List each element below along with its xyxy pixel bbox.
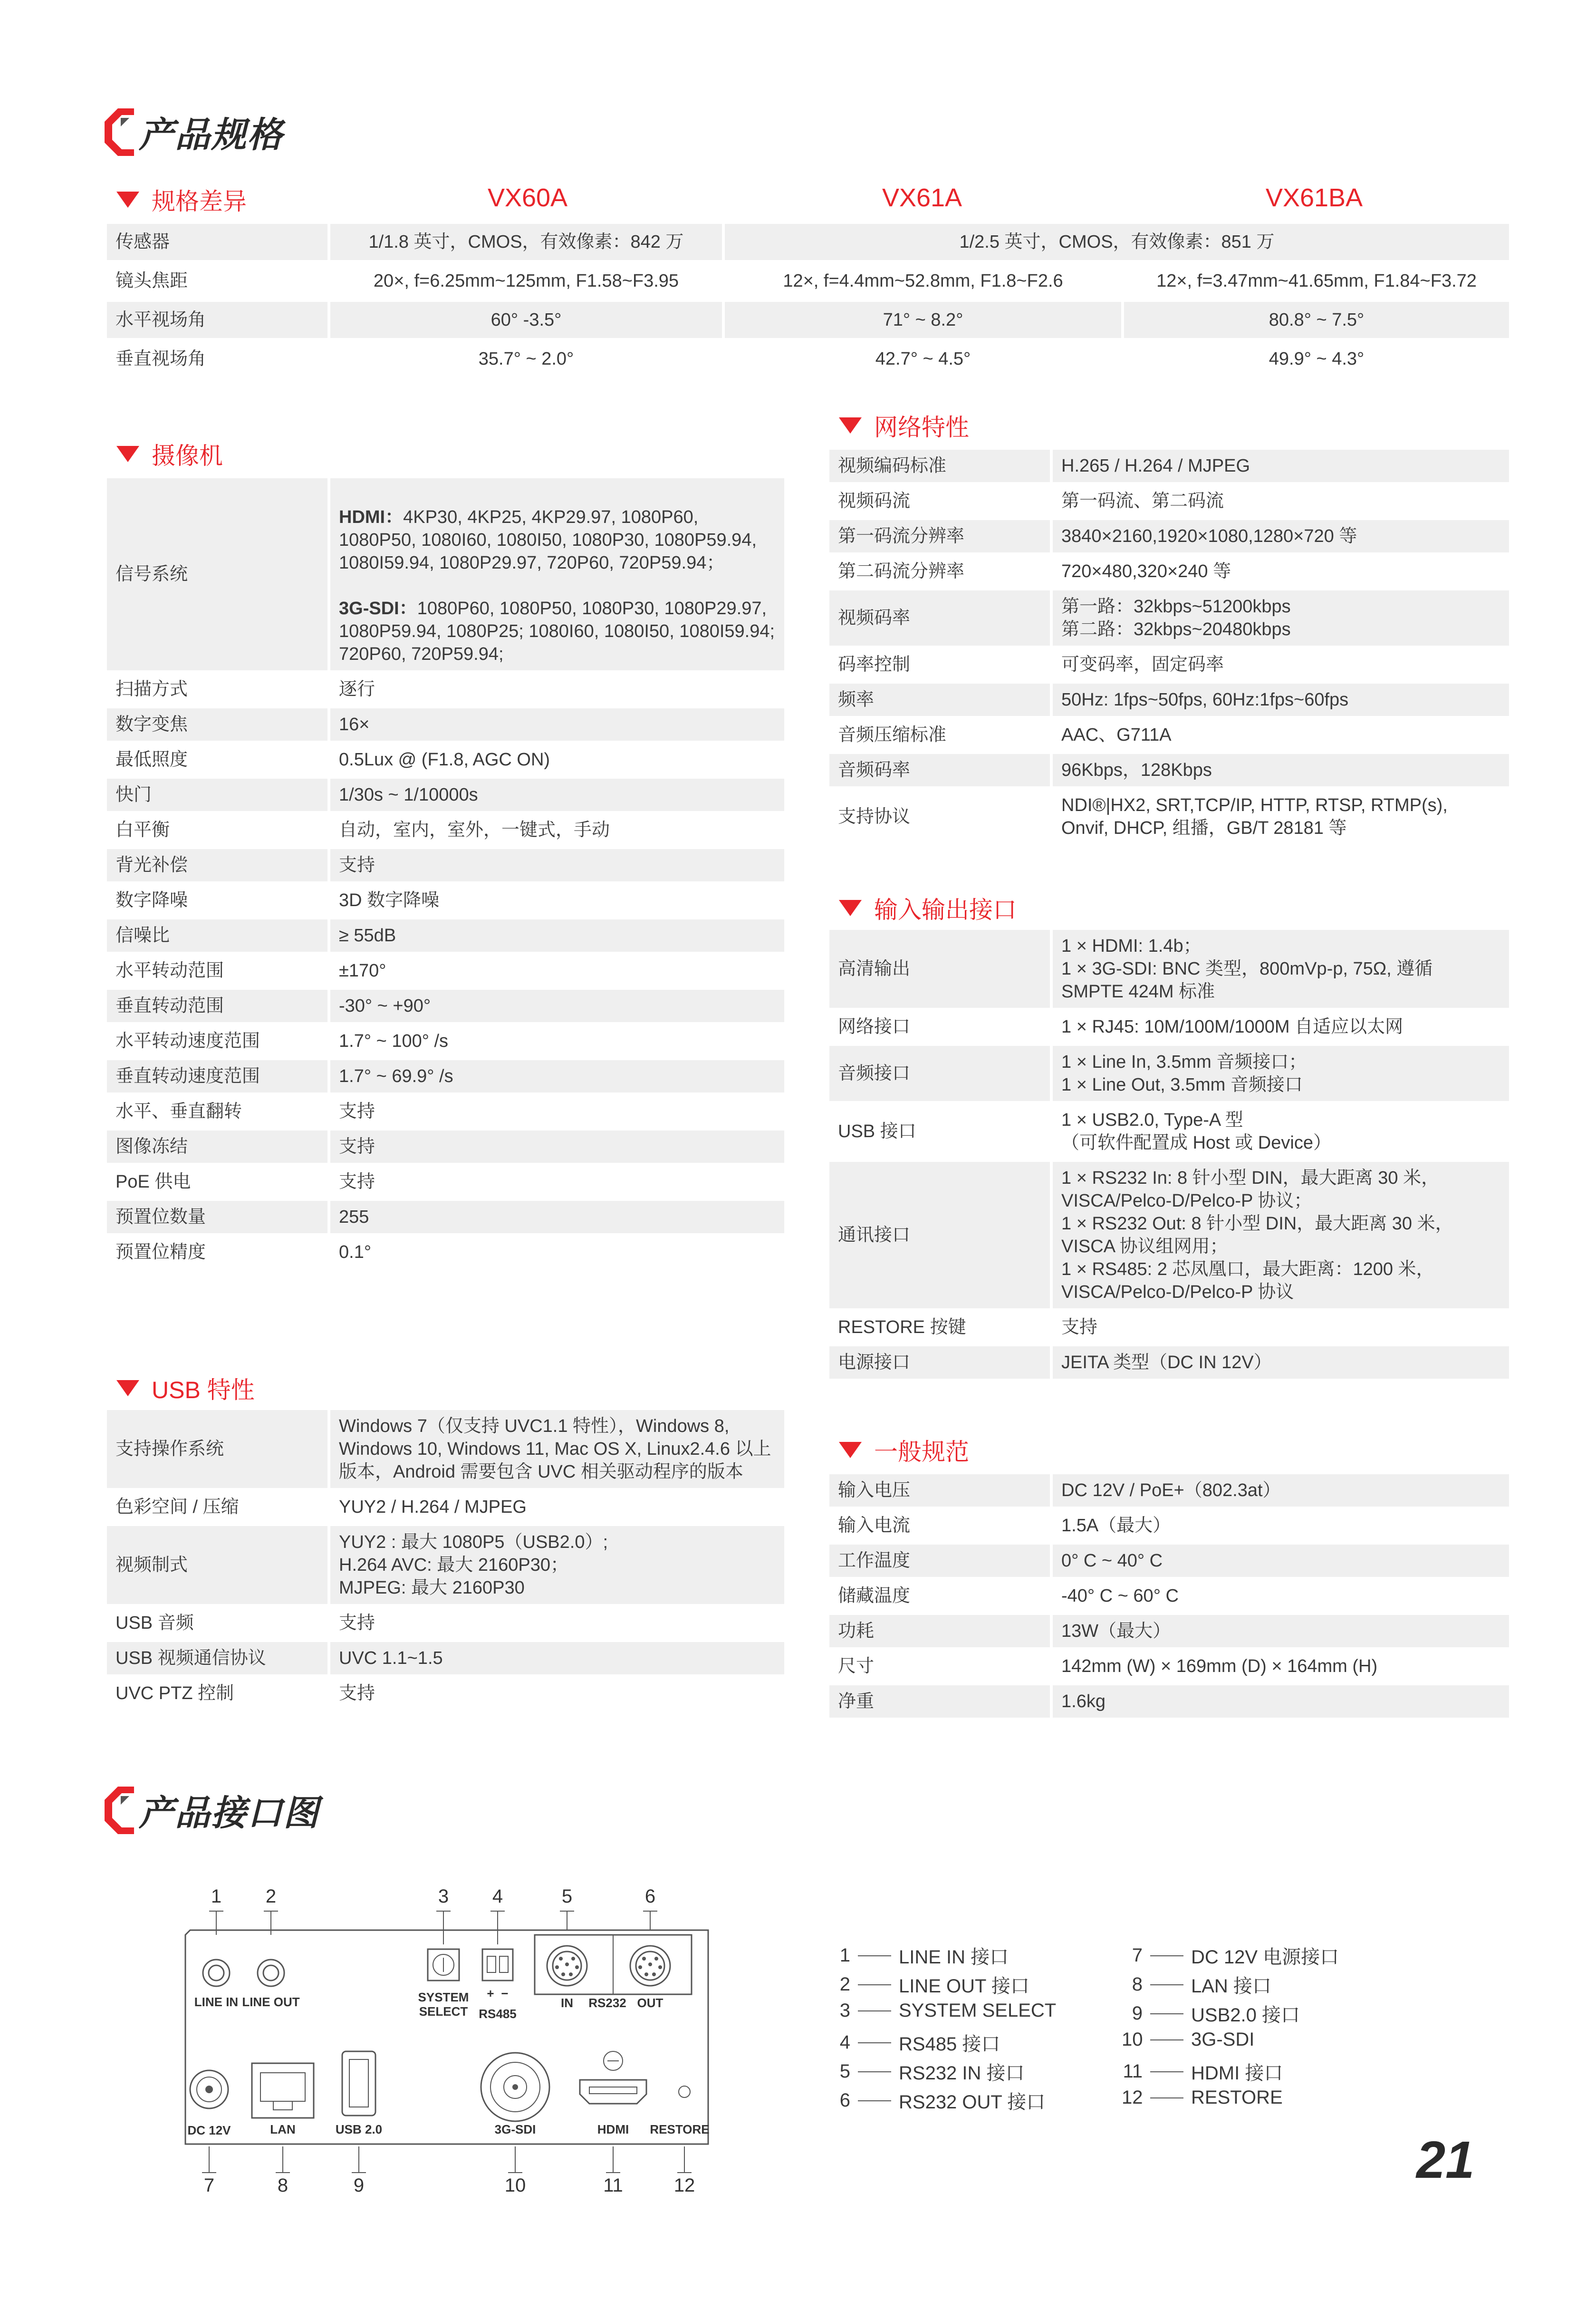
table-row — [829, 1650, 1509, 1682]
table-row — [107, 955, 784, 987]
label-line-in: LINE IN — [194, 1995, 239, 2009]
table-row — [107, 884, 784, 917]
cell-value: 12×, f=4.4mm~52.8mm, F1.8~F2.6 — [725, 263, 1124, 299]
io-section-title: 输入输出接口 — [874, 897, 1017, 923]
row-value: 1 × Line In, 3.5mm 音频接口； 1 × Line Out, 3.5mm 音频接口 — [1053, 1046, 1509, 1101]
triangle-marker-icon — [839, 1442, 862, 1458]
legend-leader-line — [858, 2071, 891, 2072]
network-table — [829, 447, 1509, 847]
row-label: 功耗 — [829, 1615, 1053, 1647]
legend-leader-line — [858, 1955, 891, 1956]
legend-number: 6 — [839, 2090, 850, 2111]
callout-9: 9 — [353, 2175, 365, 2196]
row-value: 支持 — [330, 1677, 784, 1710]
row-value: ≥ 55dB — [330, 919, 784, 952]
legend-number: 11 — [1123, 2061, 1143, 2082]
legend-leader-line — [858, 2100, 891, 2101]
legend-item — [1122, 1971, 1271, 1998]
row-value: 1 × RS232 In: 8 针小型 DIN，最大距离 30 米， VISCA/Pelco-D/Pelco-P 协议； 1 × RS232 Out: 8 针小型 DIN，最大距离 30 米， VISCA 协议组网用； 1 × RS485: 2 芯凤凰口，最大距离：1200 米， VISCA/Pelco-D/Pelco-P 协议 — [1053, 1162, 1509, 1308]
label-usb: USB 2.0 — [335, 2122, 383, 2136]
row-label: 电源接口 — [829, 1346, 1053, 1379]
table-row — [107, 708, 784, 741]
row-value: JEITA 类型（DC IN 12V） — [1053, 1346, 1509, 1379]
row-value: 1.5A（最大） — [1053, 1509, 1509, 1542]
row-label: 白平衡 — [107, 814, 330, 846]
row-value: 142mm (W) × 169mm (D) × 164mm (H) — [1053, 1650, 1509, 1682]
cell-value: 71° ~ 8.2° — [725, 302, 1124, 338]
row-label: 高清输出 — [829, 930, 1053, 1008]
row-label: 垂直转动范围 — [107, 990, 330, 1022]
legend-item — [1122, 2058, 1283, 2085]
row-value: YUY2 : 最大 1080P5（USB2.0）; H.264 AVC: 最大 2160P30； MJPEG: 最大 2160P30 — [330, 1526, 784, 1604]
label-line-out: LINE OUT — [242, 1995, 300, 2009]
legend-leader-line — [1150, 1984, 1183, 1985]
legend-text: RS232 OUT 接口 — [899, 2092, 1046, 2113]
row-label: 镜头焦距 — [107, 263, 330, 299]
row-label: UVC PTZ 控制 — [107, 1677, 330, 1710]
row-label: 水平转动速度范围 — [107, 1025, 330, 1057]
label-rs232: RS232 — [588, 1996, 626, 2010]
legend-item — [1122, 1942, 1339, 1969]
row-value: 支持 — [330, 1607, 784, 1639]
row-label: 尺寸 — [829, 1650, 1053, 1682]
row-label: PoE 供电 — [107, 1166, 330, 1198]
row-label: 背光补偿 — [107, 849, 330, 881]
table-row — [829, 1545, 1509, 1577]
signal-system-value — [330, 478, 784, 670]
row-label: 视频制式 — [107, 1526, 330, 1604]
label-dc12v: DC 12V — [187, 2123, 231, 2137]
row-label: 输入电压 — [829, 1474, 1053, 1507]
page-number: 21 — [1416, 2131, 1475, 2189]
callout-7: 7 — [203, 2175, 215, 2196]
network-section-heading — [839, 409, 969, 442]
row-label: 频率 — [829, 684, 1053, 716]
row-label: 水平视场角 — [107, 302, 330, 338]
legend-text: USB2.0 接口 — [1191, 2005, 1300, 2026]
table-row — [829, 1162, 1509, 1308]
callout-3: 3 — [438, 1886, 449, 1907]
table-row — [829, 1011, 1509, 1043]
table-row — [829, 485, 1509, 517]
usb-section-heading — [116, 1372, 255, 1405]
legend-number: 10 — [1122, 2029, 1143, 2050]
callout-4: 4 — [492, 1886, 503, 1907]
row-value: 支持 — [330, 849, 784, 881]
legend-leader-line — [1150, 2071, 1183, 2072]
callout-8: 8 — [277, 2175, 288, 2196]
table-row — [107, 1236, 784, 1268]
row-label: 传感器 — [107, 224, 330, 260]
label-minus: − — [501, 1986, 509, 2000]
legend-item — [1122, 2029, 1254, 2050]
cell-value: 80.8° ~ 7.5° — [1124, 302, 1509, 338]
table-row — [107, 302, 1509, 338]
label-hdmi: HDMI — [597, 2122, 629, 2136]
row-value: 1 × USB2.0, Type-A 型 （可软件配置成 Host 或 Device） — [1053, 1104, 1509, 1159]
table-row — [107, 1410, 784, 1488]
row-value: 支持 — [330, 1131, 784, 1163]
interfaces-heading-text: 产品接口图 — [139, 1793, 319, 1833]
table-row — [107, 341, 1509, 377]
triangle-marker-icon — [839, 900, 862, 916]
row-label: 音频接口 — [829, 1046, 1053, 1101]
row-label: 输入电流 — [829, 1509, 1053, 1542]
io-section-heading — [839, 891, 1017, 925]
table-row — [829, 520, 1509, 552]
table-row — [107, 478, 784, 670]
row-value: 可变码率，固定码率 — [1053, 648, 1509, 681]
legend-text: SYSTEM SELECT — [899, 2000, 1057, 2021]
legend-text: LINE IN 接口 — [899, 1947, 1009, 1968]
model-header-vx61ba: VX61BA — [1265, 184, 1363, 212]
legend-number: 8 — [1132, 1974, 1143, 1995]
general-section-heading — [839, 1433, 969, 1467]
label-restore: RESTORE — [650, 2122, 710, 2136]
row-value: 16× — [330, 708, 784, 741]
table-row — [107, 1131, 784, 1163]
row-label: 水平、垂直翻转 — [107, 1095, 330, 1128]
io-table — [829, 927, 1509, 1382]
row-label: 音频码率 — [829, 754, 1053, 786]
row-label: USB 接口 — [829, 1104, 1053, 1159]
row-value: 0.5Lux @ (F1.8, AGC ON) — [330, 744, 784, 776]
table-row — [107, 1201, 784, 1233]
legend-item — [829, 2000, 1056, 2021]
callout-5: 5 — [561, 1886, 573, 1907]
legend-text: RESTORE — [1191, 2087, 1283, 2108]
camera-table — [107, 475, 784, 1271]
rear-panel-diagram — [100, 1883, 718, 2225]
row-value: 支持 — [330, 1095, 784, 1128]
row-label: 视频码流 — [829, 485, 1053, 517]
diff-section-heading — [116, 183, 247, 216]
brand-logo-icon — [105, 108, 134, 156]
table-row — [829, 1046, 1509, 1101]
row-value: YUY2 / H.264 / MJPEG — [330, 1491, 784, 1523]
legend-item — [829, 2029, 1000, 2056]
port-legend — [829, 1942, 1447, 2127]
table-row — [107, 673, 784, 705]
row-value: 50Hz: 1fps~50fps, 60Hz:1fps~60fps — [1053, 684, 1509, 716]
label-system: SYSTEM — [418, 1990, 469, 2004]
callout-2: 2 — [265, 1886, 277, 1907]
table-row — [107, 263, 1509, 299]
hdmi-formats: 4KP30, 4KP25, 4KP29.97, 1080P60, 1080P50, 1080I60, 1080I50, 1080P30, 1080P59.94, 1080I59.94, 1080P29.97, 720P60, 720P59.94； — [339, 507, 757, 573]
triangle-marker-icon — [839, 417, 862, 434]
table-row — [107, 849, 784, 881]
row-value: 3840×2160,1920×1080,1280×720 等 — [1053, 520, 1509, 552]
table-row — [107, 744, 784, 776]
diff-section-title: 规格差异 — [152, 188, 247, 215]
table-row — [107, 1060, 784, 1092]
table-row — [829, 1104, 1509, 1159]
row-label: 色彩空间 / 压缩 — [107, 1491, 330, 1523]
sdi-prefix: 3G-SDI： — [339, 599, 417, 618]
interfaces-heading — [105, 1785, 319, 1836]
label-rs485: RS485 — [479, 2007, 517, 2021]
legend-text: LINE OUT 接口 — [899, 1976, 1029, 1997]
camera-section-heading — [116, 437, 223, 471]
row-label: 垂直转动速度范围 — [107, 1060, 330, 1092]
cell-value: 35.7° ~ 2.0° — [330, 341, 725, 377]
table-row — [107, 919, 784, 952]
row-value: 1 × HDMI: 1.4b； 1 × 3G-SDI: BNC 类型，800mVp-p, 75Ω, 遵循 SMPTE 424M 标准 — [1053, 930, 1509, 1008]
legend-number: 3 — [839, 2000, 850, 2021]
row-label: 垂直视场角 — [107, 341, 330, 377]
row-label: 支持操作系统 — [107, 1410, 330, 1488]
table-row — [829, 590, 1509, 646]
table-row — [829, 1311, 1509, 1343]
legend-leader-line — [1150, 2039, 1183, 2040]
legend-item — [829, 1971, 1029, 1998]
row-label: 扫描方式 — [107, 673, 330, 705]
table-row — [829, 1580, 1509, 1612]
row-label: 净重 — [829, 1685, 1053, 1718]
row-value: DC 12V / PoE+（802.3at） — [1053, 1474, 1509, 1507]
cell-value: 49.9° ~ 4.3° — [1124, 341, 1509, 377]
row-label: 快门 — [107, 779, 330, 811]
legend-item — [829, 2087, 1045, 2114]
row-label: 信噪比 — [107, 919, 330, 952]
legend-number: 12 — [1122, 2087, 1143, 2108]
legend-text: RS232 IN 接口 — [899, 2063, 1025, 2084]
row-label: 水平转动范围 — [107, 955, 330, 987]
table-row — [107, 1526, 784, 1604]
cell-value: 60° -3.5° — [330, 302, 725, 338]
triangle-marker-icon — [116, 192, 139, 208]
row-label: 视频编码标准 — [829, 450, 1053, 482]
row-value: 第一路：32kbps~51200kbps 第二路：32kbps~20480kbps — [1053, 590, 1509, 646]
legend-text: HDMI 接口 — [1191, 2063, 1283, 2084]
legend-item — [829, 1942, 1009, 1969]
callout-10: 10 — [504, 2175, 526, 2196]
row-value: 0.1° — [330, 1236, 784, 1268]
table-row — [107, 814, 784, 846]
row-label: 信号系统 — [107, 478, 330, 670]
row-value: UVC 1.1~1.5 — [330, 1642, 784, 1674]
table-row — [829, 1474, 1509, 1507]
legend-item — [1122, 2000, 1300, 2027]
table-row — [829, 1615, 1509, 1647]
triangle-marker-icon — [116, 446, 139, 462]
row-value: 1.6kg — [1053, 1685, 1509, 1718]
row-label: RESTORE 按键 — [829, 1311, 1053, 1343]
row-value: -30° ~ +90° — [330, 990, 784, 1022]
row-value: 自动，室内，室外，一键式，手动 — [330, 814, 784, 846]
legend-leader-line — [858, 2042, 891, 2043]
callout-11: 11 — [603, 2175, 623, 2196]
specs-heading-text: 产品规格 — [139, 115, 283, 155]
row-value: H.265 / H.264 / MJPEG — [1053, 450, 1509, 482]
general-section-title: 一般规范 — [874, 1439, 969, 1465]
row-value: NDI®|HX2, SRT,TCP/IP, HTTP, RTSP, RTMP(s), Onvif, DHCP, 组播，GB/T 28181 等 — [1053, 789, 1509, 844]
row-value: 255 — [330, 1201, 784, 1233]
table-row — [107, 1166, 784, 1198]
table-row — [107, 1677, 784, 1710]
table-row — [829, 789, 1509, 844]
row-label: 预置位数量 — [107, 1201, 330, 1233]
label-plus: + — [487, 1986, 494, 2000]
callout-1: 1 — [211, 1886, 222, 1907]
row-label: 最低照度 — [107, 744, 330, 776]
row-label: 预置位精度 — [107, 1236, 330, 1268]
legend-text: RS485 接口 — [899, 2034, 1000, 2055]
table-row — [107, 1025, 784, 1057]
table-row — [829, 754, 1509, 786]
callout-12: 12 — [673, 2175, 695, 2196]
row-value: 1/30s ~ 1/10000s — [330, 779, 784, 811]
cell-value: 1/2.5 英寸，CMOS，有效像素：851 万 — [725, 224, 1509, 260]
legend-number: 2 — [839, 1974, 850, 1995]
network-section-title: 网络特性 — [874, 414, 969, 441]
row-value: 13W（最大） — [1053, 1615, 1509, 1647]
row-label: 码率控制 — [829, 648, 1053, 681]
row-label: 网络接口 — [829, 1011, 1053, 1043]
specs-heading — [105, 107, 283, 157]
row-value: 720×480,320×240 等 — [1053, 555, 1509, 588]
table-row — [829, 555, 1509, 588]
usb-section-title: USB 特性 — [152, 1377, 255, 1403]
table-row — [107, 779, 784, 811]
row-label: 图像冻结 — [107, 1131, 330, 1163]
table-row — [829, 719, 1509, 751]
table-row — [829, 930, 1509, 1008]
row-value: 支持 — [1053, 1311, 1509, 1343]
table-row — [107, 1095, 784, 1128]
table-row — [829, 1685, 1509, 1718]
legend-item — [829, 2058, 1025, 2085]
table-row — [107, 1642, 784, 1674]
row-label: 储藏温度 — [829, 1580, 1053, 1612]
row-label: 数字变焦 — [107, 708, 330, 741]
legend-leader-line — [1150, 2097, 1183, 2098]
row-value: 3D 数字降噪 — [330, 884, 784, 917]
row-value: 96Kbps，128Kbps — [1053, 754, 1509, 786]
callout-6: 6 — [644, 1886, 656, 1907]
legend-leader-line — [858, 1984, 891, 1985]
row-value: Windows 7（仅支持 UVC1.1 特性），Windows 8, Windows 10, Windows 11, Mac OS X, Linux2.4.6 以上版本，Android 需要包含 UVC 相关驱动程序的版本 — [330, 1410, 784, 1488]
general-table — [829, 1471, 1509, 1720]
row-label: 支持协议 — [829, 789, 1053, 844]
legend-number: 1 — [839, 1945, 850, 1966]
row-value: ±170° — [330, 955, 784, 987]
row-label: 音频压缩标准 — [829, 719, 1053, 751]
brand-logo-icon — [105, 1787, 134, 1834]
row-value: AAC、G711A — [1053, 719, 1509, 751]
label-in: IN — [561, 1996, 573, 2010]
row-label: USB 音频 — [107, 1607, 330, 1639]
row-label: 工作温度 — [829, 1545, 1053, 1577]
row-label: 第二码流分辨率 — [829, 555, 1053, 588]
table-row — [107, 224, 1509, 260]
table-row — [829, 1346, 1509, 1379]
table-row — [829, 450, 1509, 482]
row-value: 支持 — [330, 1166, 784, 1198]
legend-number: 7 — [1132, 1945, 1143, 1966]
cell-value: 20×, f=6.25mm~125mm, F1.58~F3.95 — [330, 263, 725, 299]
label-out: OUT — [637, 1996, 663, 2010]
table-row — [829, 1509, 1509, 1542]
legend-number: 9 — [1132, 2003, 1143, 2024]
row-value: 1 × RJ45: 10M/100M/1000M 自适应以太网 — [1053, 1011, 1509, 1043]
usb-table — [107, 1407, 784, 1712]
label-select: SELECT — [419, 2004, 468, 2019]
row-value: 逐行 — [330, 673, 784, 705]
row-value: 1.7° ~ 100° /s — [330, 1025, 784, 1057]
model-header-vx61a: VX61A — [882, 184, 962, 212]
row-value: 第一码流、第二码流 — [1053, 485, 1509, 517]
label-sdi: 3G-SDI — [494, 2122, 536, 2136]
table-row — [829, 684, 1509, 716]
legend-number: 5 — [839, 2061, 850, 2082]
legend-leader-line — [858, 2010, 891, 2011]
camera-section-title: 摄像机 — [152, 443, 223, 469]
legend-text: DC 12V 电源接口 — [1191, 1947, 1339, 1968]
label-lan: LAN — [270, 2122, 296, 2136]
model-header-vx60a: VX60A — [487, 184, 568, 212]
legend-text: LAN 接口 — [1191, 1976, 1271, 1997]
table-row — [107, 990, 784, 1022]
cell-value: 1/1.8 英寸，CMOS，有效像素：842 万 — [330, 224, 725, 260]
row-label: USB 视频通信协议 — [107, 1642, 330, 1674]
row-value: -40° C ~ 60° C — [1053, 1580, 1509, 1612]
legend-number: 4 — [839, 2032, 850, 2053]
legend-leader-line — [1150, 1955, 1183, 1956]
table-row — [107, 1491, 784, 1523]
legend-item — [1122, 2087, 1283, 2108]
row-value: 0° C ~ 40° C — [1053, 1545, 1509, 1577]
legend-text: 3G-SDI — [1191, 2029, 1255, 2050]
hdmi-prefix: HDMI： — [339, 507, 404, 527]
table-row — [107, 1607, 784, 1639]
row-label: 通讯接口 — [829, 1162, 1053, 1308]
legend-leader-line — [1150, 2013, 1183, 2014]
row-label: 视频码率 — [829, 590, 1053, 646]
diff-table — [107, 221, 1509, 380]
cell-value: 42.7° ~ 4.5° — [725, 341, 1124, 377]
triangle-marker-icon — [116, 1380, 139, 1396]
cell-value: 12×, f=3.47mm~41.65mm, F1.84~F3.72 — [1124, 263, 1509, 299]
row-label: 第一码流分辨率 — [829, 520, 1053, 552]
row-value: 1.7° ~ 69.9° /s — [330, 1060, 784, 1092]
row-label: 数字降噪 — [107, 884, 330, 917]
sdi-formats: 1080P60, 1080P50, 1080P30, 1080P29.97, 1080P59.94, 1080P25; 1080I60, 1080I50, 1080I59.94; 720P60, 720P59.94; — [339, 599, 775, 664]
table-row — [829, 648, 1509, 681]
